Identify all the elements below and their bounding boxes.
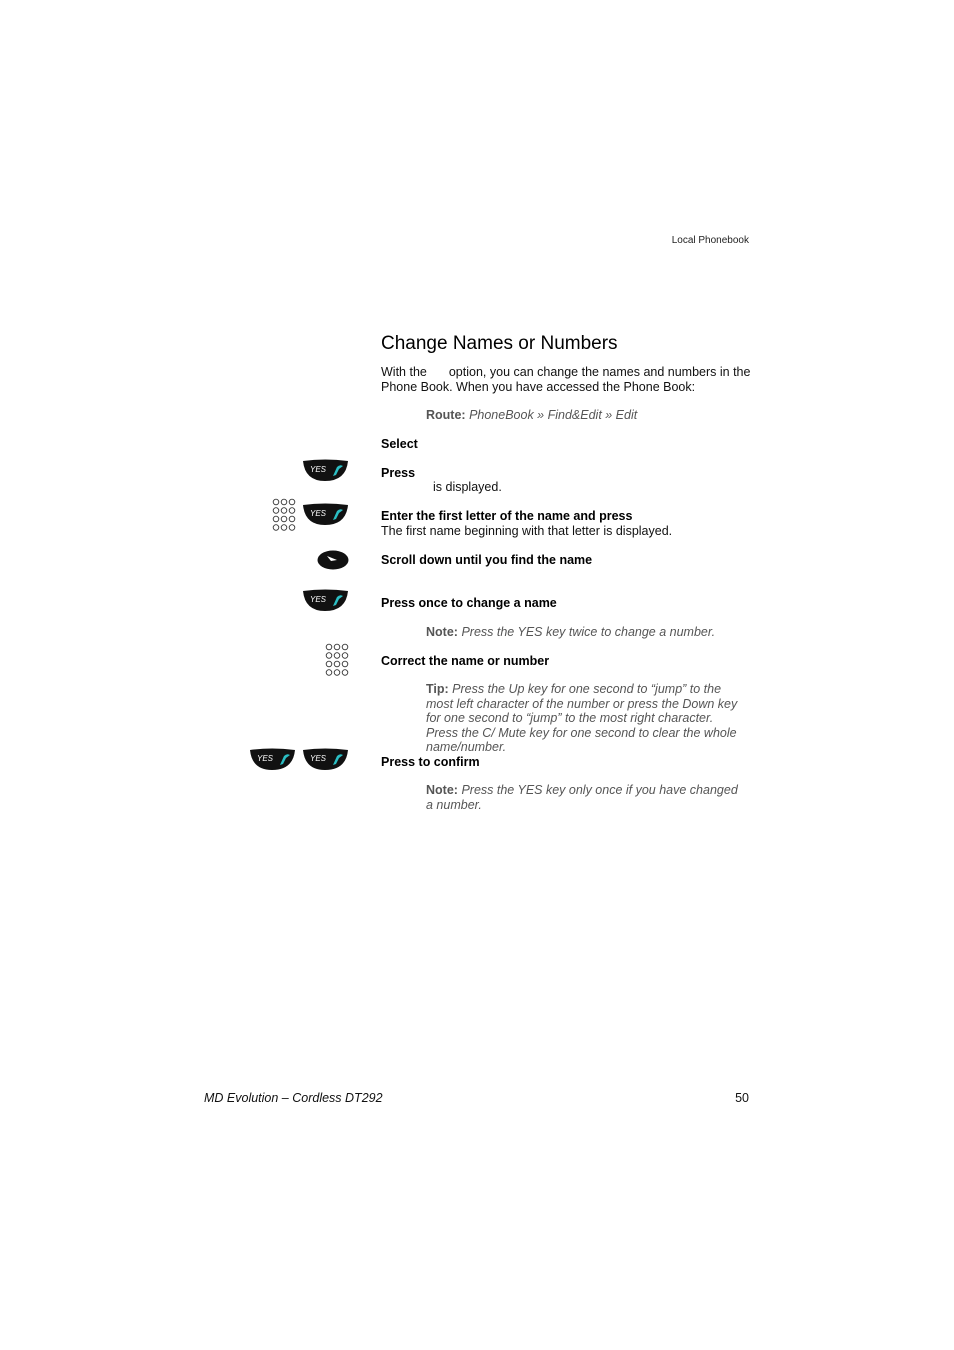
intro-paragraph <box>381 365 751 394</box>
yes-key-icon <box>302 589 349 612</box>
intro-post: option, you can change the names and numbers in the Phone Book. When you have accessed the Phone Book: <box>381 365 751 394</box>
yes-key-icon <box>302 503 349 526</box>
step-enter: Enter the first letter of the name and press <box>381 509 633 523</box>
step-confirm: Press to confirm <box>381 755 480 769</box>
footer-document-title: MD Evolution – Cordless DT292 <box>204 1091 383 1105</box>
page-number: 50 <box>735 1091 749 1105</box>
keypad-icon <box>325 643 349 677</box>
step-enter-sub: The first name beginning with that letter is displayed. <box>381 524 673 538</box>
tip-label: Tip: <box>426 682 449 696</box>
note-yes-twice <box>426 625 748 640</box>
keypad-icon <box>272 498 296 532</box>
intro-pre: With the <box>381 365 427 379</box>
tip-block <box>426 682 748 755</box>
yes-key-icon <box>302 459 349 482</box>
step-correct: Correct the name or number <box>381 654 550 668</box>
yes-key-label: YES <box>310 465 327 474</box>
yes-key-label: YES <box>310 754 327 763</box>
route-label: Route: <box>426 408 466 422</box>
step-select: Select <box>381 437 418 451</box>
yes-key-label: YES <box>310 509 327 518</box>
note-text: Press the YES key only once if you have changed a number. <box>426 783 738 812</box>
route-line <box>426 408 637 422</box>
step-press: Press <box>381 466 416 480</box>
tip-text: Press the Up key for one second to “jump” to the most left character of the number or press the Down key for one second to “jump” to the most right character. Press the C/ Mute key for one second to clear the whole name/number. <box>426 682 738 754</box>
yes-key-icon <box>249 748 296 771</box>
step-press-once: Press once to change a name <box>381 596 557 610</box>
note-yes-once <box>426 783 748 812</box>
yes-key-label: YES <box>310 595 327 604</box>
note-text: Press the YES key twice to change a number. <box>461 625 716 639</box>
yes-key-label: YES <box>257 754 274 763</box>
note-label: Note: <box>426 625 458 639</box>
nav-down-icon <box>317 550 349 570</box>
yes-key-icon <box>302 748 349 771</box>
page-title: Change Names or Numbers <box>381 333 618 354</box>
route-path: PhoneBook » Find&Edit » Edit <box>469 408 638 422</box>
step-scroll: Scroll down until you find the name <box>381 553 593 567</box>
note-label: Note: <box>426 783 458 797</box>
running-header: Local Phonebook <box>671 235 749 246</box>
step-press-sub: is displayed. <box>433 480 502 494</box>
